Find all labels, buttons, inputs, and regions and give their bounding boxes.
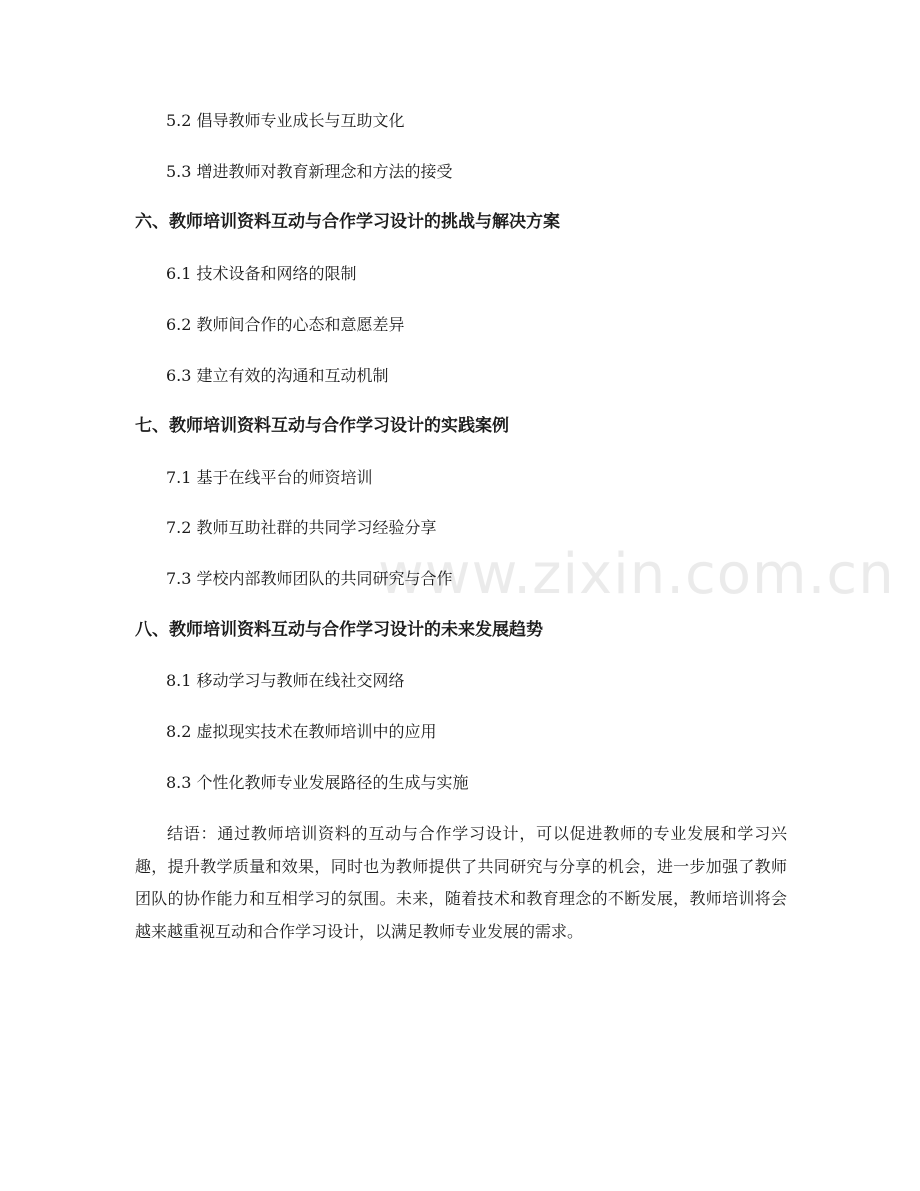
section-heading-7: 七、教师培训资料互动与合作学习设计的实践案例 bbox=[135, 416, 509, 436]
subsection-5-2: 5.2 倡导教师专业成长与互助文化 bbox=[166, 111, 405, 130]
section-heading-6: 六、教师培训资料互动与合作学习设计的挑战与解决方案 bbox=[135, 212, 560, 232]
subsection-8-3: 8.3 个性化教师专业发展路径的生成与实施 bbox=[166, 773, 469, 792]
section-heading-8: 八、教师培训资料互动与合作学习设计的未来发展趋势 bbox=[135, 620, 543, 640]
subsection-6-1: 6.1 技术设备和网络的限制 bbox=[166, 264, 357, 283]
subsection-6-3: 6.3 建立有效的沟通和互动机制 bbox=[166, 366, 389, 385]
conclusion-paragraph: 结语：通过教师培训资料的互动与合作学习设计，可以促进教师的专业发展和学习兴趣，提升教学质量和效果，同时也为教师提供了共同研究与分享的机会，进一步加强了教师团队的协作能力和互相学习的氛围。未来，随着技术和教育理念的不断发展，教师培训将会越来越重视互动和合作学习设计，以满足教师专业发展的需求。 bbox=[135, 824, 787, 941]
subsection-7-3: 7.3 学校内部教师团队的共同研究与合作 bbox=[166, 569, 453, 588]
subsection-5-3: 5.3 增进教师对教育新理念和方法的接受 bbox=[166, 162, 453, 181]
subsection-7-2: 7.2 教师互助社群的共同学习经验分享 bbox=[166, 518, 437, 537]
subsection-6-2: 6.2 教师间合作的心态和意愿差异 bbox=[166, 315, 405, 334]
subsection-8-1: 8.1 移动学习与教师在线社交网络 bbox=[166, 671, 405, 690]
subsection-7-1: 7.1 基于在线平台的师资培训 bbox=[166, 468, 373, 487]
watermark: www.zixin.com.cn bbox=[378, 542, 895, 607]
subsection-8-2: 8.2 虚拟现实技术在教师培训中的应用 bbox=[166, 722, 437, 741]
